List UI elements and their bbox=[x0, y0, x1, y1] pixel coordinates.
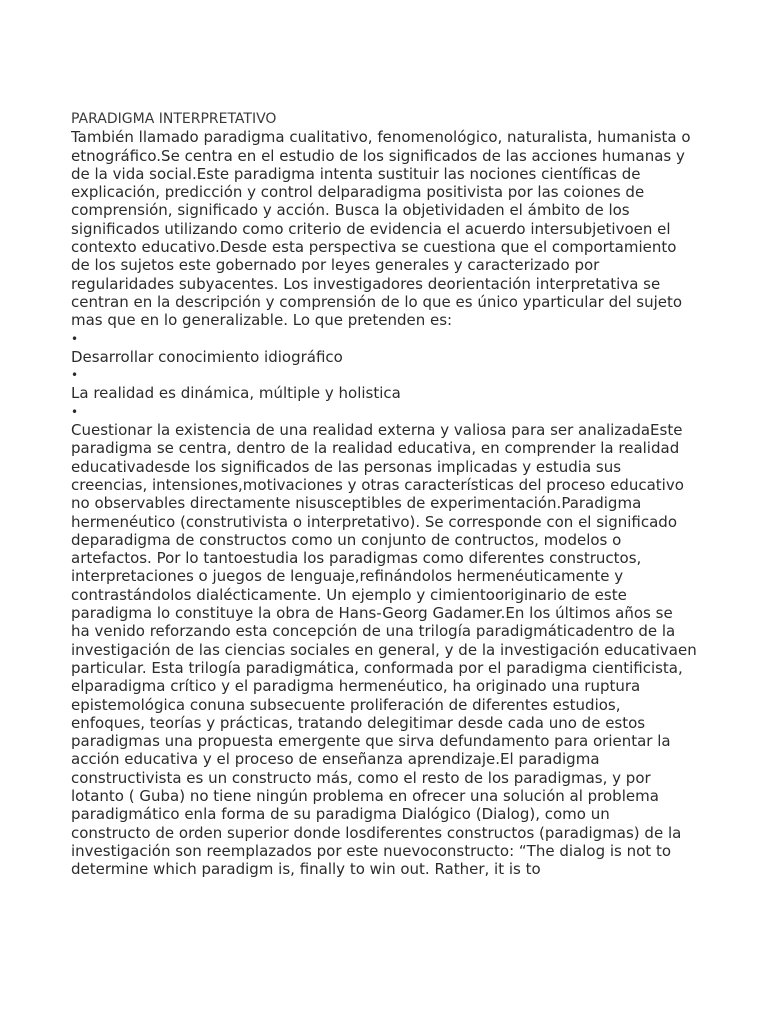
bullet-marker: • bbox=[71, 404, 79, 419]
text-line: mas que en lo generalizable. Lo que pretenden es: bbox=[71, 311, 453, 330]
text-line: paradigmático enla forma de su paradigma Dialógico (Dialog), como un bbox=[71, 805, 610, 824]
text-line: particular. Esta trilogía paradigmática, conformada por el paradigma cientificista, bbox=[71, 658, 683, 677]
text-line: comprensión, significado y acción. Busca la objetividaden el ámbito de los bbox=[71, 201, 630, 220]
text-line: contexto educativo.Desde esta perspectiva se cuestiona que el comportamiento bbox=[71, 238, 677, 257]
document-body bbox=[71, 110, 703, 878]
bullet-marker: • bbox=[71, 331, 79, 346]
text-line: constructo de orden superior donde losdiferentes constructos (paradigmas) de la bbox=[71, 823, 682, 842]
text-line: deparadigma de constructos como un conjunto de contructos, modelos o bbox=[71, 530, 622, 549]
text-line: paradigma lo constituye la obra de Hans-Georg Gadamer.En los últimos años se bbox=[71, 604, 673, 623]
document-title: PARADIGMA INTERPRETATIVO bbox=[71, 111, 277, 127]
text-line: regularidades subyacentes. Los investigadores deorientación interpretativa se bbox=[71, 274, 661, 293]
text-line: investigación de las ciencias sociales en general, y de la investigación educativaen bbox=[71, 640, 697, 659]
text-line: enfoques, teorías y prácticas, tratando delegitimar desde cada uno de estos bbox=[71, 713, 646, 732]
text-line: explicación, predicción y control delparadigma positivista por las coiones de bbox=[71, 183, 645, 202]
text-line: constructivista es un constructo más, como el resto de los paradigmas, y por bbox=[71, 768, 651, 787]
text-line: etnográfico.Se centra en el estudio de los significados de las acciones humanas y bbox=[71, 146, 685, 165]
text-line: interpretaciones o juegos de lenguaje,refinándolos hermenéuticamente y bbox=[71, 567, 624, 586]
list-item-text: Cuestionar la existencia de una realidad externa y valiosa para ser analizadaEste bbox=[71, 421, 683, 440]
bullet-marker: • bbox=[71, 368, 79, 383]
text-line: centran en la descripción y comprensión de lo que es único yparticular del sujeto bbox=[71, 292, 683, 311]
text-line: ha venido reforzando esta concepción de una trilogía paradigmáticadentro de la bbox=[71, 622, 676, 641]
text-line: creencias, intensiones,motivaciones y otras características del proceso educativo bbox=[71, 475, 684, 494]
text-line: educativadesde los significados de las personas implicadas y estudia sus bbox=[71, 457, 622, 476]
text-line: epistemológica conuna subsecuente proliferación de diferentes estudios, bbox=[71, 695, 621, 714]
text-line: contrastándolos dialécticamente. Un ejemplo y cimientooriginario de este bbox=[71, 585, 627, 604]
text-line: acción educativa y el proceso de enseñanza aprendizaje.El paradigma bbox=[71, 750, 600, 769]
text-line: paradigmas una propuesta emergente que sirva defundamento para orientar la bbox=[71, 732, 671, 751]
text-line: de la vida social.Este paradigma intenta sustituir las nociones científicas de bbox=[71, 164, 641, 183]
text-line: significados utilizando como criterio de evidencia el acuerdo intersubjetivoen el bbox=[71, 219, 671, 238]
text-line: paradigma se centra, dentro de la realidad educativa, en comprender la realidad bbox=[71, 439, 680, 458]
text-line: de los sujetos este gobernado por leyes generales y caracterizado por bbox=[71, 256, 600, 275]
text-line: hermenéutico (construtivista o interpretativo). Se corresponde con el significado bbox=[71, 512, 677, 531]
list-item-text: Desarrollar conocimiento idiográfico bbox=[71, 347, 343, 366]
text-line: lotanto ( Guba) no tiene ningún problema en ofrecer una solución al problema bbox=[71, 786, 659, 805]
text-line: no observables directamente nisusceptibles de experimentación.Paradigma bbox=[71, 494, 642, 513]
list-item-text: La realidad es dinámica, múltiple y holistica bbox=[71, 384, 401, 403]
text-line: elparadigma crítico y el paradigma hermenéutico, ha originado una ruptura bbox=[71, 677, 641, 696]
text-line: investigación son reemplazados por este nuevoconstructo: “The dialog is not to bbox=[71, 841, 671, 860]
text-line: determine which paradigm is, finally to win out. Rather, it is to bbox=[71, 860, 541, 879]
text-line: También llamado paradigma cualitativo, fenomenológico, naturalista, humanista o bbox=[71, 128, 691, 147]
text-line: artefactos. Por lo tantoestudia los paradigmas como diferentes constructos, bbox=[71, 549, 642, 568]
